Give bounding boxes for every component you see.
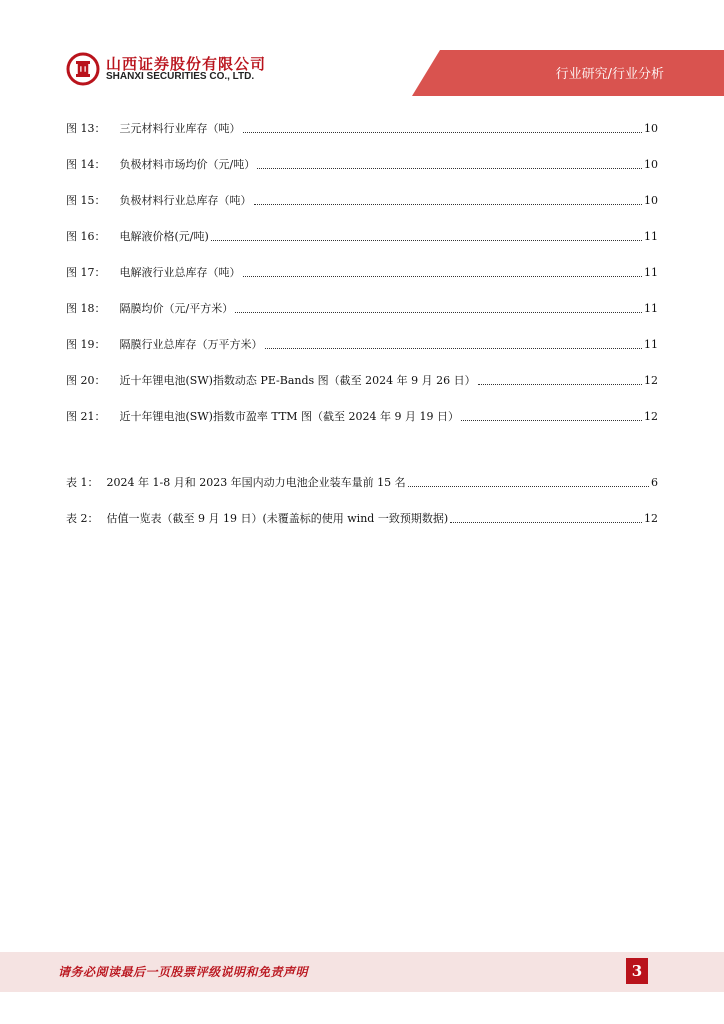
toc-entry-label: 表 2：: [66, 512, 99, 525]
toc-entry-page: 10: [644, 122, 658, 135]
toc-entry-title: 负极材料市场均价（元/吨）: [119, 158, 256, 171]
toc-leader-dots: [478, 383, 642, 385]
toc-leader-dots: [243, 131, 643, 133]
toc-entry-title: 负极材料行业总库存（吨）: [119, 194, 252, 207]
toc-entry-page: 11: [644, 230, 658, 243]
toc-entry-label: 图 16：: [66, 230, 106, 243]
toc-entry-page: 10: [644, 158, 658, 171]
toc-leader-dots: [211, 239, 642, 241]
toc-entry-figure-18[interactable]: [66, 300, 658, 316]
toc-entry-label: 图 14：: [66, 158, 106, 171]
toc-entry-title: 2024 年 1-8 月和 2023 年国内动力电池企业装车量前 15 名: [106, 476, 406, 489]
toc-entry-label: 图 21：: [66, 410, 106, 423]
toc-leader-dots: [265, 347, 643, 349]
toc-entry-figure-15[interactable]: [66, 192, 658, 208]
toc-entry-label: 图 15：: [66, 194, 106, 207]
toc-entry-title: 电解液行业总库存（吨）: [119, 266, 241, 279]
toc-entry-page: 12: [644, 512, 658, 525]
toc-entry-page: 12: [644, 410, 658, 423]
toc-entry-page: 11: [644, 338, 658, 351]
toc-entry-title: 近十年锂电池(SW)指数市盈率 TTM 图（截至 2024 年 9 月 19 日）: [119, 410, 460, 423]
toc-entry-page: 11: [644, 266, 658, 279]
toc-leader-dots: [408, 485, 649, 487]
footer-disclaimer: 请务必阅读最后一页股票评级说明和免责声明: [58, 965, 309, 979]
toc-entry-title: 三元材料行业库存（吨）: [119, 122, 241, 135]
toc-entry-figure-20[interactable]: [66, 372, 658, 388]
toc-entry-title: 近十年锂电池(SW)指数动态 PE-Bands 图（截至 2024 年 9 月 26 日）: [119, 374, 476, 387]
toc-entry-figure-19[interactable]: [66, 336, 658, 352]
toc-entry-page: 10: [644, 194, 658, 207]
toc-entry-figure-14[interactable]: [66, 156, 658, 172]
toc-entry-label: 图 13：: [66, 122, 106, 135]
toc-entry-page: 12: [644, 374, 658, 387]
toc-leader-dots: [243, 275, 643, 277]
toc-entry-label: 图 18：: [66, 302, 106, 315]
toc-entry-table-2[interactable]: [66, 510, 658, 526]
toc-entry-figure-13[interactable]: [66, 120, 658, 136]
toc-entry-figure-16[interactable]: [66, 228, 658, 244]
toc-entry-label: 表 1：: [66, 476, 99, 489]
toc-leader-dots: [235, 311, 642, 313]
toc-leader-dots: [254, 203, 643, 205]
section-label: 行业研究/行业分析: [555, 67, 664, 82]
toc-entry-title: 隔膜均价（元/平方米）: [119, 302, 234, 315]
toc-entry-page: 6: [651, 476, 658, 489]
toc-leader-dots: [461, 419, 642, 421]
company-name-cn: 山西证券股份有限公司: [106, 55, 267, 73]
toc-leader-dots: [450, 521, 642, 523]
toc-entry-figure-17[interactable]: [66, 264, 658, 280]
toc-entry-title: 电解液价格(元/吨): [119, 230, 209, 243]
toc-entry-page: 11: [644, 302, 658, 315]
company-name-en: SHANXI SECURITIES CO., LTD.: [106, 71, 255, 82]
toc-entry-label: 图 17：: [66, 266, 106, 279]
toc-entry-title: 隔膜行业总库存（万平方米）: [119, 338, 263, 351]
toc-entry-title: 估值一览表（截至 9 月 19 日）(未覆盖标的使用 wind 一致预期数据): [106, 512, 449, 525]
toc-entry-label: 图 19：: [66, 338, 106, 351]
toc-leader-dots: [257, 167, 642, 169]
toc-entry-table-1[interactable]: [66, 474, 658, 490]
toc-entry-figure-21[interactable]: [66, 408, 658, 424]
shanxi-securities-logo-icon: [66, 52, 100, 86]
page-header: [0, 0, 724, 100]
toc-entry-label: 图 20：: [66, 374, 106, 387]
page-number: 3: [626, 958, 648, 984]
